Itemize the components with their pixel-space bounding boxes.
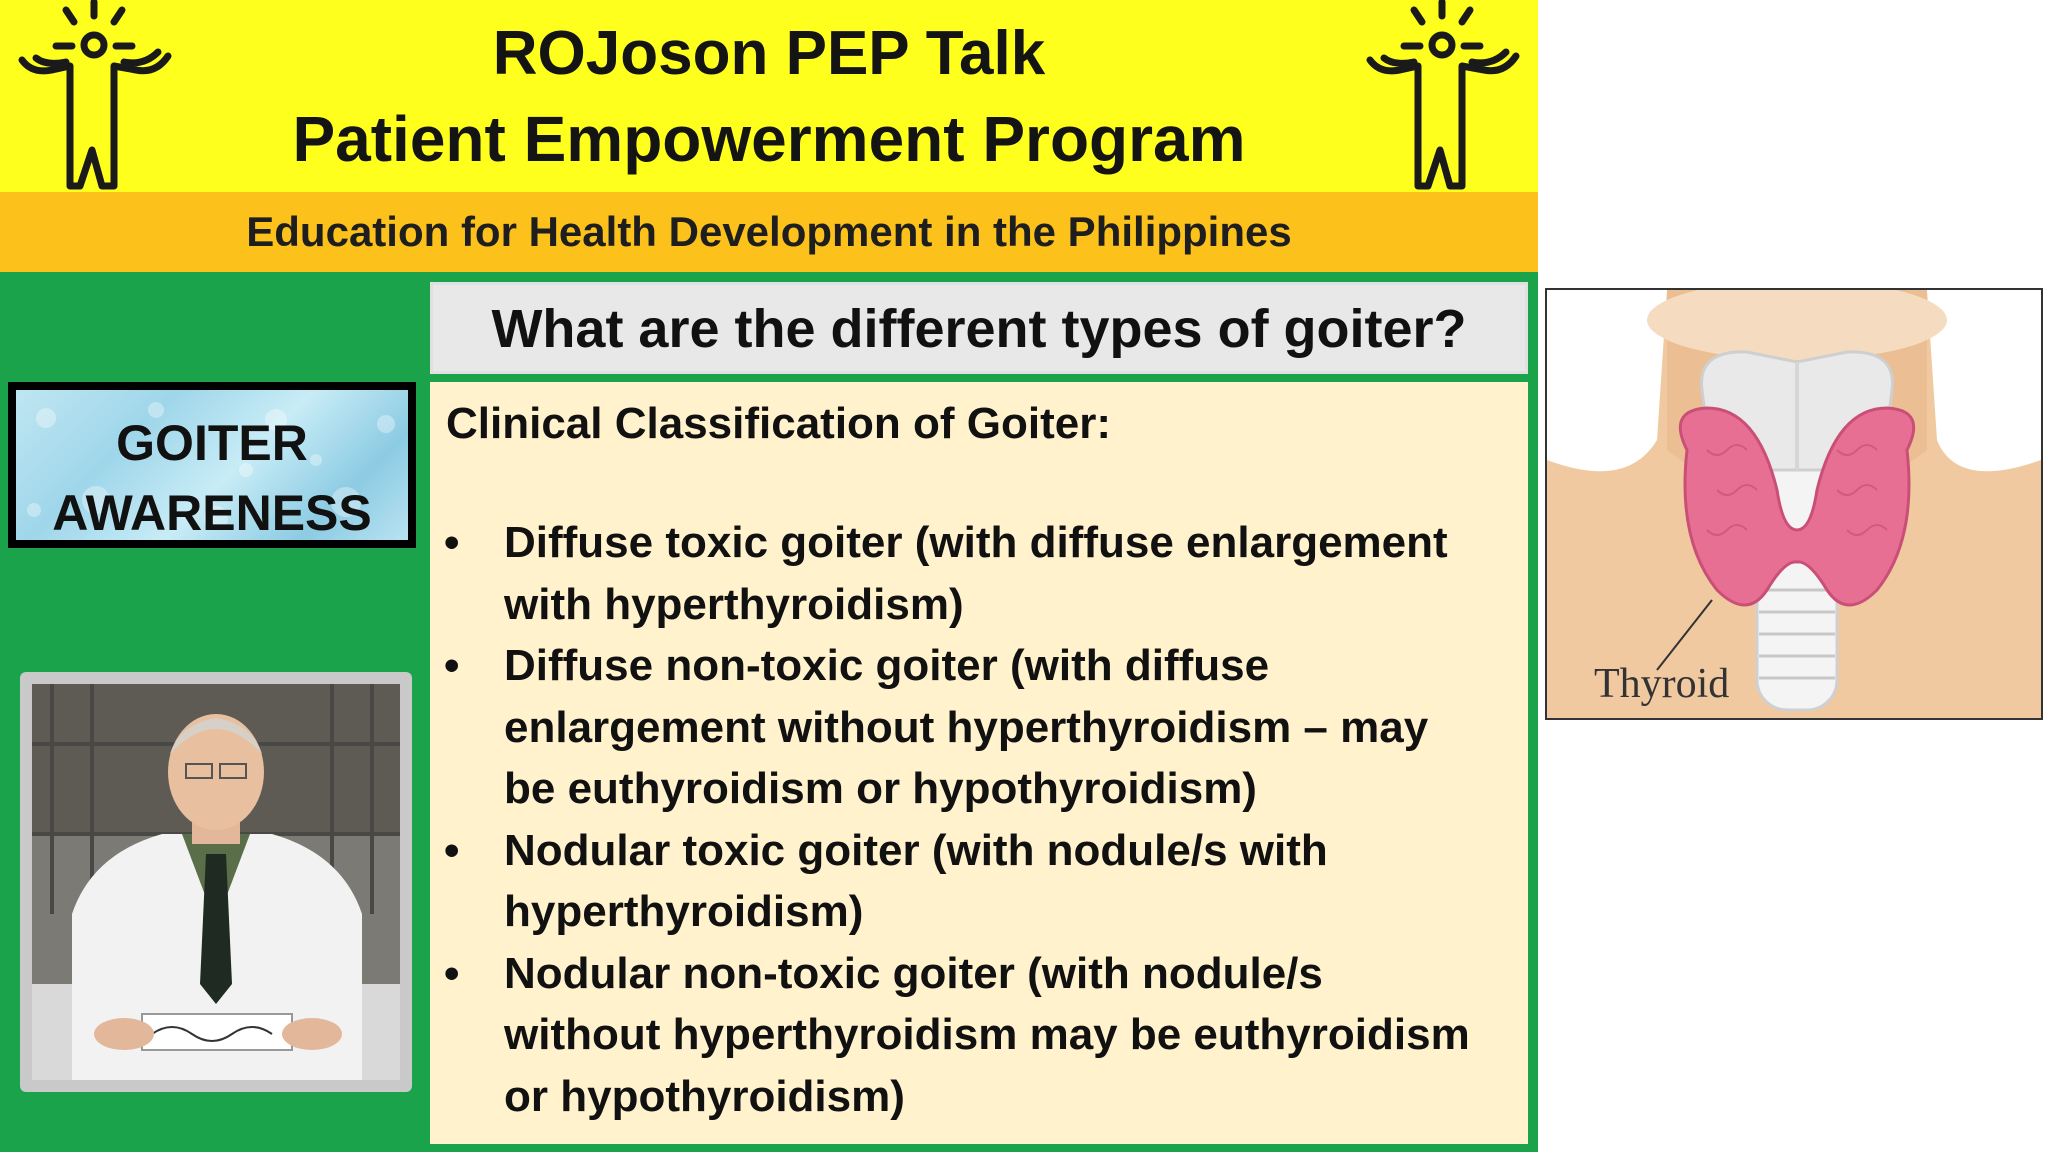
thyroid-illustration [1545, 288, 2043, 720]
list-item [444, 820, 1518, 943]
program-subtitle-title: Patient Empowerment Program [292, 103, 1246, 175]
question-text: What are the different types of goiter? [491, 299, 1467, 359]
badge-line-2: AWARENESS [52, 485, 372, 541]
badge-line-1: GOITER [116, 415, 308, 471]
list-item-line: with hyperthyroidism) [504, 579, 964, 629]
program-tagline: Education for Health Development in the Philippines [246, 208, 1292, 255]
list-item-line: be euthyroidism or hypothyroidism) [504, 764, 1257, 813]
question-header [430, 282, 1528, 374]
classification-heading: Clinical Classification of Goiter: [446, 399, 1112, 448]
list-item [444, 512, 1518, 635]
list-item-line: hyperthyroidism) [504, 887, 864, 936]
list-item-line: enlargement without hyperthyroidism – may [504, 702, 1429, 752]
list-item [444, 635, 1518, 820]
bullet-marker: • [444, 641, 460, 690]
list-item [444, 943, 1518, 1128]
neck-anatomy-image [1547, 290, 2041, 718]
bullet-marker: • [444, 518, 460, 567]
program-title: ROJoson PEP Talk [492, 19, 1046, 88]
goiter-awareness-badge [8, 382, 416, 548]
content-panel [430, 382, 1528, 1144]
list-item-line: Nodular toxic goiter (with nodule/s with [504, 825, 1328, 875]
doctor-portrait-image [32, 684, 400, 1080]
list-item-line: without hyperthyroidism may be euthyroidism [504, 1010, 1470, 1059]
doctor-portrait-frame [20, 672, 412, 1092]
list-item-line: Nodular non-toxic goiter (with nodule/s [504, 948, 1323, 998]
bullet-marker: • [444, 948, 460, 998]
list-item-line: Diffuse toxic goiter (with diffuse enlargement [504, 518, 1448, 567]
list-item-line: or hypothyroidism) [504, 1071, 905, 1121]
goiter-type-list [444, 512, 1518, 1127]
list-item-line: Diffuse non-toxic goiter (with diffuse [504, 641, 1270, 690]
bullet-marker: • [444, 825, 460, 875]
thyroid-label: Thyroid [1594, 661, 1730, 707]
